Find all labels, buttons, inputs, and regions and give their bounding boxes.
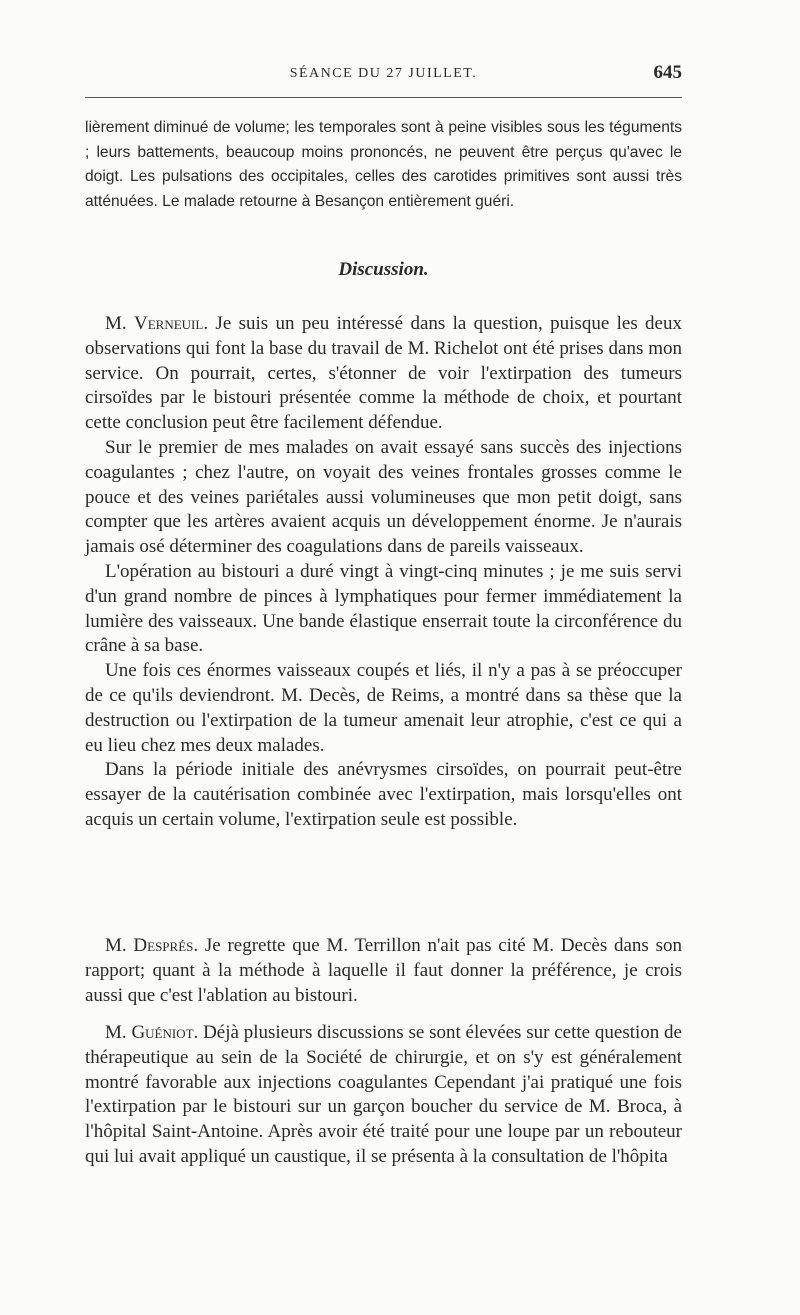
verneuil-remarks <box>85 312 682 833</box>
header-rule <box>85 97 682 98</box>
despres-remarks <box>85 934 682 1008</box>
gueniot-remarks <box>85 1021 682 1170</box>
paragraph: Sur le premier de mes malades on avait essayé sans succès des injections coagulantes ; chez l'autre, on voyait des veines frontales grosses comme le pouce et des veines pariétales aussi volumineuses que mon petit doigt, sans compter que les artères avaient acquis un développement énorme. Je n'aurais jamais osé déterminer des coagulations dans de pareils vaisseaux. <box>85 436 682 558</box>
speaker-prefix: M. <box>105 1022 132 1043</box>
observation-conclusion: lièrement diminué de volume; les temporales sont à peine visibles sous les téguments ; leurs battements, beaucoup moins prononcés, ne peuvent être perçus qu'avec le doigt. Les pulsations des occipitales, celles des carotides primitives sont aussi très atténuées. Le malade retourne à Besançon entièrement guéri. <box>85 119 682 210</box>
speaker-name: Verneuil <box>134 313 204 334</box>
speaker-prefix: M. <box>105 935 134 956</box>
running-title: SÉANCE DU 27 JUILLET. <box>289 66 478 81</box>
paragraph <box>85 312 682 436</box>
paragraph: Dans la période initiale des anévrysmes cirsoïdes, on pourrait peut-être essayer de la cautérisation combinée avec l'extirpation, mais lorsqu'elles ont acquis un certain volume, l'extirpation seule est possible. <box>85 759 682 830</box>
paragraph-text: . Déjà plusieurs discussions se sont élevées sur cette question de thérapeutique au sein de la Société de chirurgie, et on s'y est généralement montré favorable aux injections coagulantes Cependant j'ai pratiqué une fois l'extirpation par le bistouri sur un garçon boucher du service de M. Broca, à l'hôpital Saint-Antoine. Après avoir été traité pour une loupe par un rebouteur qui lui avait appliqué un caustique, il se présenta à la consultation de l'hôpita <box>85 1022 682 1167</box>
paragraph: Une fois ces énormes vaisseaux coupés et liés, il n'y a pas à se préoccuper de ce qu'ils deviendront. M. Decès, de Reims, a montré dans sa thèse que la destruction ou l'extirpation de la tumeur amenait leur atrophie, c'est ce qui a eu lieu chez mes deux malades. <box>85 660 682 756</box>
speaker-name: Guéniot <box>131 1022 194 1043</box>
speaker-prefix: M. <box>105 313 134 334</box>
section-heading: Discussion. <box>338 259 429 280</box>
paragraph <box>85 1021 682 1170</box>
page-number: 645 <box>653 62 682 83</box>
book-page <box>85 0 682 1315</box>
speaker-name: Després <box>133 935 194 956</box>
paragraph <box>85 934 682 1008</box>
paragraph-text: . Je regrette que M. Terrillon n'ait pas cité M. Decès dans son rapport; quant à la méthode à laquelle il faut donner la préférence, je crois aussi que c'est l'ablation au bistouri. <box>85 935 682 1006</box>
paragraph-text: . Je suis un peu intéressé dans la question, puisque les deux observations qui font la base du travail de M. Richelot ont été prises dans mon service. On pourrait, certes, s'étonner de voir l'extirpation des tumeurs cirsoïdes par le bistouri présentée comme la méthode de choix, et pourtant cette conclusion peut être facilement défendue. <box>85 313 682 434</box>
running-head <box>85 62 682 84</box>
paragraph: L'opération au bistouri a duré vingt à vingt-cinq minutes ; je me suis servi d'un grand nombre de pinces à lymphatiques pour fermer immédiatement la lumière des vaisseaux. Une bande élastique enserrait toute la circonférence du crâne à sa base. <box>85 560 682 657</box>
